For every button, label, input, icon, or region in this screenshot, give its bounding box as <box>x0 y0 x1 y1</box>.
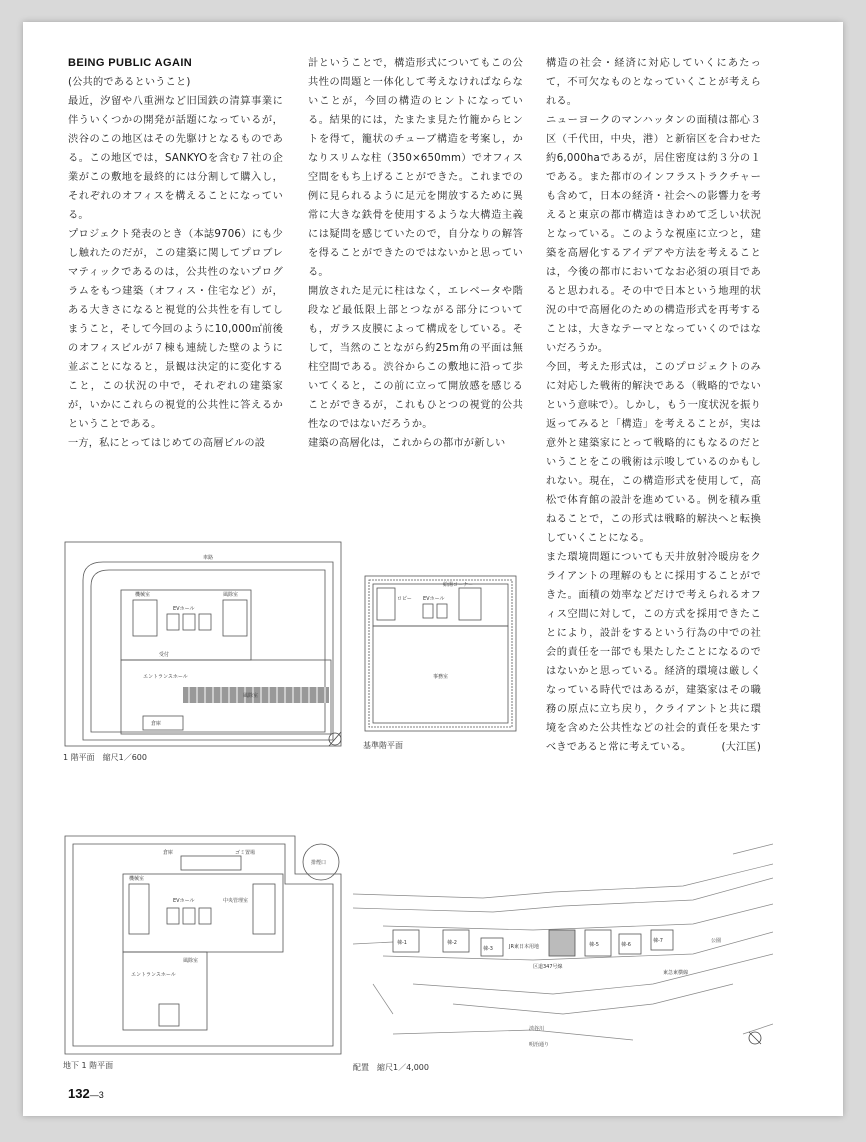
page-number <box>68 1086 104 1101</box>
plan-label: EVホール <box>173 898 195 904</box>
paragraph: ニューヨークのマンハッタンの面積は都心３区（千代田，中央，港）と新宿区を合わせた約6,000haであるが，居住密度は約３分の１である。また都市のインフラストラクチャーも含めて，日本の経済・社会への影響力を考えると東京の都市構造はきわめて乏しい状況となっている。このような視座に立つと，建築を高層化するアイデアや方法を考えることは，今後の都市においてなお必須の項目であると思われる。その中で日本という地理的状況の中で高層化のための構造形式を再考することは，大きなテーマとなっていくのではないだろうか。 <box>546 115 761 354</box>
plan-label: 公園 <box>711 938 722 944</box>
plan-label: 排煙口 <box>311 860 327 866</box>
magazine-page <box>23 22 843 1116</box>
plan-label: 棟-3 <box>483 946 493 952</box>
paragraph <box>546 548 761 757</box>
plan-label: 東急東横線 <box>663 970 689 976</box>
plan-label: 明治通り <box>529 1042 550 1048</box>
figure-caption: 1 階平面 縮尺1／600 <box>63 753 147 762</box>
plan-label: EVホール <box>173 606 195 612</box>
text-column-3 <box>546 54 761 757</box>
ground-floor-plan <box>63 540 343 748</box>
article-title: BEING PUBLIC AGAIN <box>68 57 193 69</box>
text-column-2 <box>308 54 523 453</box>
paragraph-text: また環境問題についても天井放射冷暖房をクライアントの理解のもとに採用することができた。面積の効率などだけで考えられるオフィス空間に対して，この方式を採用できたことにより，設計をするという行為の中での社会的責任を一部でも果たしたことになるのではないかと思っている。経済的環境は厳しくなっている時代ではあるが，建築家はその職務の原点に立ち戻り，クライアントと共に環境を含めた公共性などの社会的責任を果たすべきであると常に考えている。 <box>546 552 761 753</box>
plan-label: 風除室 <box>243 693 259 699</box>
plan-label: エントランスホール <box>131 972 176 978</box>
basement-floor-plan <box>63 834 343 1056</box>
plan-label: 倉庫 <box>151 721 162 727</box>
plan-label: 棟-6 <box>621 942 631 948</box>
north-arrow-icon <box>749 1032 761 1044</box>
site-plan <box>353 834 773 1054</box>
plan-label: 倉庫 <box>163 850 174 856</box>
paragraph: プロジェクト発表のとき（本誌9706）にも少し触れたのだが，この建築に関してプロブレマティックであるのは，公共性のないプログラムをもつ建築（オフィス・住宅など）が，ある大きさになると視覚的公共性を有してしまうこと，そして今回のように10,000㎡前後のオフィスビルが７棟も連続した壁のように並ぶことになると，景観は決定的に変化すること，この状況の中で，それぞれの建築家が，いかにこれらの視覚的公共性に答えるかということである。 <box>68 229 283 430</box>
page-number-suffix: —3 <box>89 1090 104 1100</box>
typical-floor-plan <box>363 574 518 736</box>
plan-label: 中央管理室 <box>223 898 249 904</box>
plan-label: 棟-5 <box>589 942 599 948</box>
text-column-1 <box>68 54 283 453</box>
author-signature: (大江匡) <box>721 742 761 753</box>
plan-label: 棟-1 <box>397 940 407 946</box>
figure-caption: 基準階平面 <box>363 741 403 750</box>
plan-label: 区道347号線 <box>533 964 563 970</box>
plan-label: 事務室 <box>433 674 449 680</box>
plan-label: ゴミ置場 <box>235 850 256 856</box>
paragraph: 計ということで，構造形式についてもこの公共性の問題と一体化して考えなければならないことが，今回の構造のヒントになっている。結果的には，たまたま見た竹籠からヒントを得て，籠状のチューブ構造を考案し，かなりスリムな柱（350×650mm）でオフィス空間をもち上げることができた。これまでの例に見られるように足元を開放するために異常に大きな鉄骨を使用するような大構造主義には疑問を感じていたので，自分なりの解答を得ることができたのではないかと思っている。 <box>308 58 523 278</box>
plan-label: 棟-7 <box>653 938 663 944</box>
paragraph: 建築の高層化は，これからの都市が新しい <box>308 438 506 449</box>
plan-label: 機械室 <box>129 876 145 882</box>
plan-label: ロビー <box>397 596 412 602</box>
plan-label: 車路 <box>203 555 214 561</box>
plan-label: エントランスホール <box>143 674 188 680</box>
figure-caption: 地下 1 階平面 <box>63 1061 114 1070</box>
plan-label: JR東日本用地 <box>509 944 539 950</box>
paragraph: 一方，私にとってはじめての高層ビルの設 <box>68 438 266 449</box>
paragraph: 今回，考えた形式は，このプロジェクトのみに対応した戦術的解決である（戦略的でないという意味で）。しかし，もう一度状況を振り返ってみると「構造」を考えることが，実は意外と建築家にとって戦略的にもなるのだということをこの戦術は示唆しているのかもしれない。現在，この構造形式を使用して，高松で体育館の設計を進めている。例を積み重ねることで，この形式は戦略的解決へと転換していくことになる。 <box>546 362 761 544</box>
page-number-main: 132 <box>68 1086 90 1101</box>
paragraph: 最近，汐留や八重洲など旧国鉄の清算事業に伴ういくつかの開発が話題になっているが，渋谷のこの地区はその先駆けとなるものである。この地区では，SANKYOを含む７社の企業がこの敷地を最終的には分割して購入し，それぞれのオフィスを構えることになっている。 <box>68 96 283 221</box>
plan-label: 渋谷川 <box>529 1026 545 1032</box>
plan-label: 給湯コーナー <box>443 582 474 588</box>
figure-caption: 配置 縮尺1／4,000 <box>353 1063 429 1072</box>
paragraph: 構造の社会・経済に対応していくにあたって，不可欠なものとなっていくことが考えられる。 <box>546 58 761 107</box>
plan-label: EVホール <box>423 596 445 602</box>
plan-label: 機械室 <box>135 592 151 598</box>
plan-label: 棟-2 <box>447 940 457 946</box>
paragraph: 開放された足元に柱はなく，エレベータや階段など最低限上部とつながる部分についても，ガラス皮膜によって構成をしている。そして，当然のことながら約25m角の平面は無柱空間である。渋谷からこの敷地に沿って歩いてくると，この前に立って開放感を感じることができるが，これもひとつの視覚的公共性なのではないだろうか。 <box>308 286 523 430</box>
plan-label: 風除室 <box>223 592 239 598</box>
plan-label: 風除室 <box>183 958 199 964</box>
plan-label: 受付 <box>159 652 170 658</box>
article-subtitle: (公共的であるということ) <box>68 77 191 88</box>
